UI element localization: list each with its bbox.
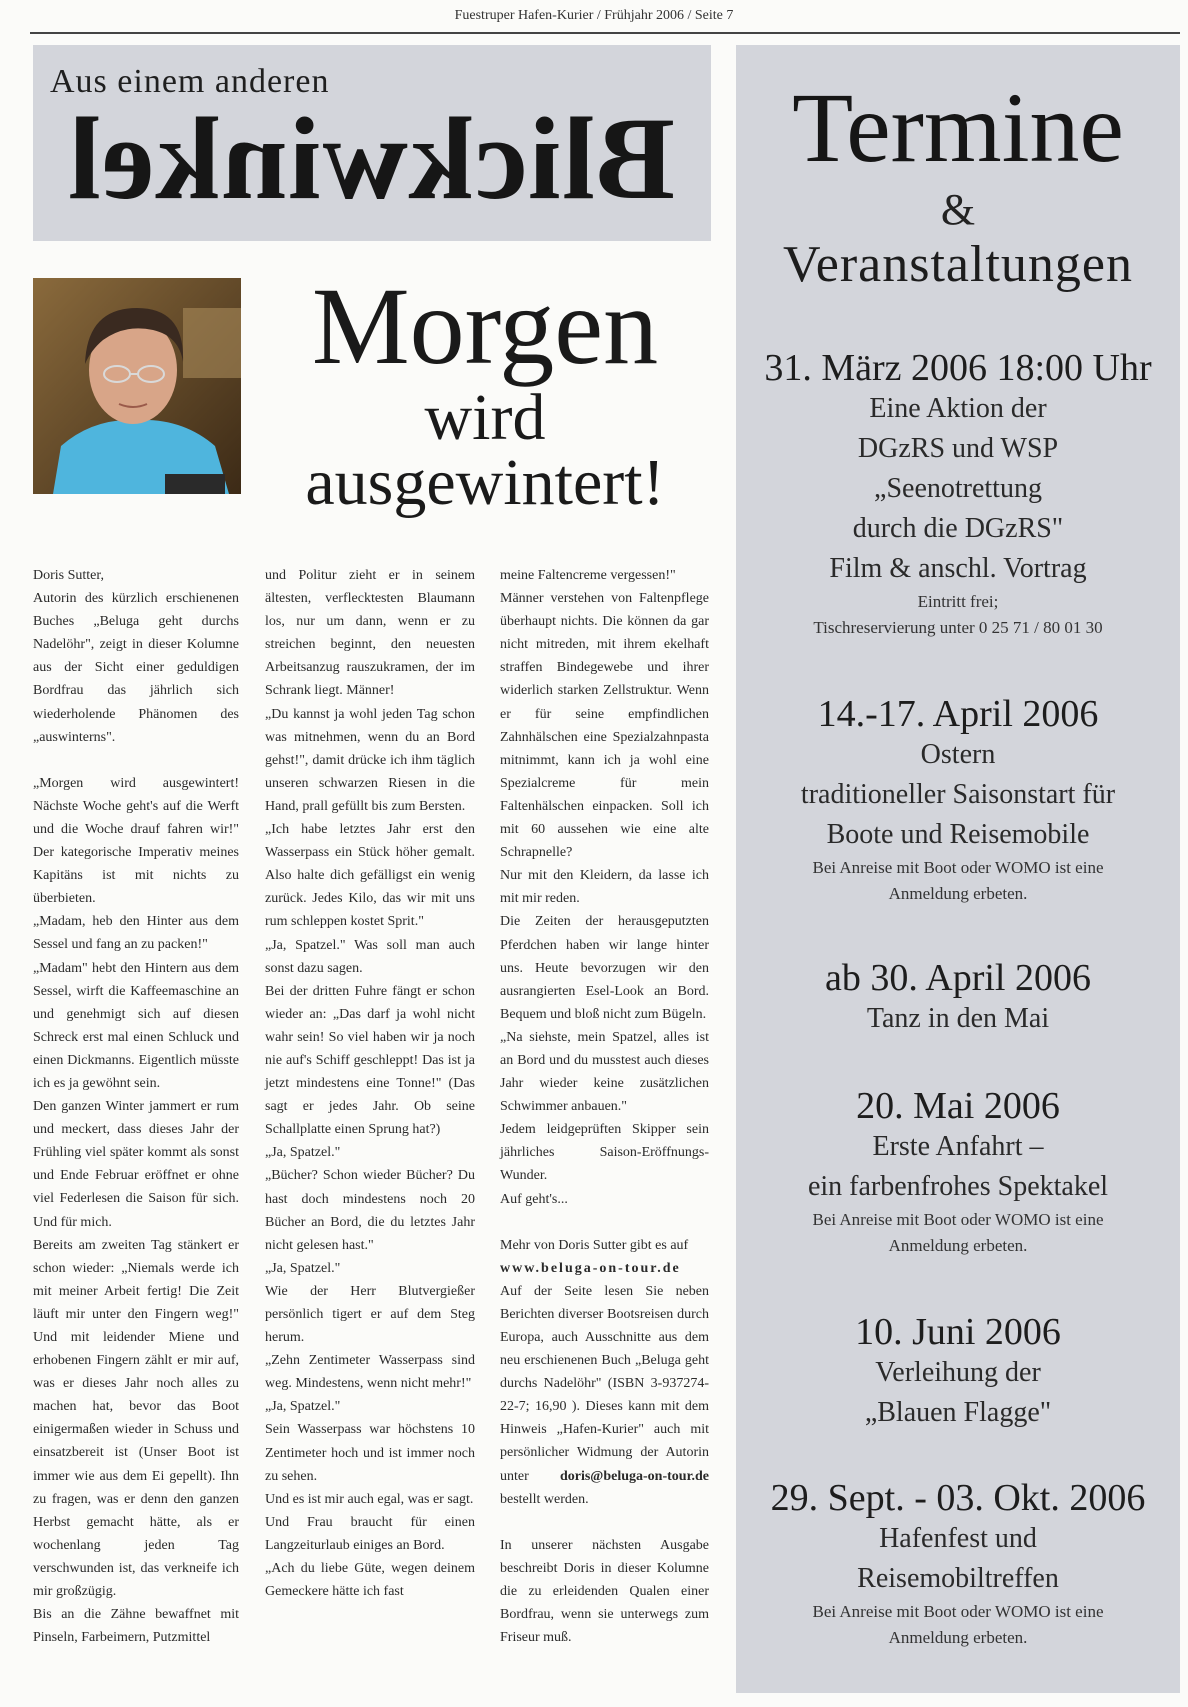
paragraph: Jedem leidgeprüften Skipper sein jährliches Saison-Eröffnungs-Wunder. [500,1122,709,1184]
headline-line-1: Morgen [311,265,659,387]
more-info-text-part-2: bestellt werden. [500,1491,589,1507]
event-line: Hafenfest und [879,1523,1037,1554]
event-line: „Blauen Flagge" [864,1397,1052,1428]
paragraph: „Ich habe letztes Jahr erst den Wasserpass ein Stück höher gemalt. Also halte dich gefälligst ein wenig zurück. Jedes Kilo, das wir mit uns rum schleppen kostet Sprit." [265,822,475,930]
event-line: Film & anschl. Vortrag [829,553,1087,584]
paragraph: „Morgen wird ausgewintert! Nächste Woche geht's auf die Werft und die Woche drauf fahren wir!" Der kategorische Imperativ meines Kapitäns ist mit nichts zu überbieten. [33,775,239,907]
event-line: traditioneller Saisonstart für [800,779,1116,810]
intro-text: Autorin des kürzlich erschienenen Buches „Beluga geht durchs Nadelöhr", zeigt in dieser Kolumne aus der Sicht einer geduldigen Bordfrau das jährlich sich wiederholende Phänomen des „auswinterns". [33,591,239,745]
headline-line-3: ausgewintert! [305,446,665,519]
event-line: DGzRS und WSP [857,433,1059,464]
event-line: Tanz in den Mai [866,1003,1050,1034]
event-2 [736,693,1180,907]
event-date: 10. Juni 2006 [855,1311,1061,1353]
event-note: Bei Anreise mit Boot oder WOMO ist eine [812,1602,1104,1621]
author-portrait-image [33,278,241,494]
event-line: Reisemobiltreffen [857,1563,1059,1594]
event-6 [736,1477,1180,1651]
event-line: Erste Anfahrt – [872,1131,1044,1162]
event-date: 20. Mai 2006 [856,1085,1060,1127]
article-column-3 [500,564,709,1649]
paragraph: „Zehn Zentimeter Wasserpass sind weg. Mindestens, wenn nicht mehr!" [265,1353,475,1392]
article-column-1 [33,564,239,1649]
event-1 [736,347,1180,641]
event-line: Boote und Reisemobile [826,819,1090,850]
event-note: Bei Anreise mit Boot oder WOMO ist eine [812,1210,1104,1229]
article-headline [255,265,715,519]
paragraph: „Du kannst ja wohl jeden Tag schon was mitnehmen, wenn du an Bord gehst!", damit drücke ich ihm täglich unseren schwarzen Riesen in die Hand, prall gefüllt bis zum Bersten. [265,706,475,814]
paragraph: Sein Wasserpass war höchstens 10 Zentimeter hoch und ist immer noch zu sehen. [265,1422,475,1484]
event-note: Anmeldung erbeten. [888,1236,1028,1255]
author-photo [33,278,241,494]
event-line: „Seenotrettung [874,473,1042,504]
event-line: Verleihung der [875,1357,1041,1388]
paragraph: und Politur zieht er in seinem ältesten, verflecktesten Blaumann los, nur um dann, wenn er zu streichen beginnt, den neuesten Arbeitsanzug rauszukramen, der im Schrank liegt. Männer! [265,568,475,699]
sidebar-ampersand: & [940,185,976,234]
event-5 [736,1311,1180,1433]
paragraph: Wie der Herr Blutvergießer persönlich tigert er auf dem Steg herum. [265,1283,475,1346]
event-date: ab 30. April 2006 [825,957,1091,999]
paragraph: Bis an die Zähne bewaffnet mit Pinseln, Farbeimern, Putzmittel [33,1607,239,1646]
paragraph: „Ja, Spatzel." Was soll man auch sonst dazu sagen. [265,937,475,976]
events-sidebar [736,45,1180,1693]
article-column-2 [265,564,475,1603]
event-4 [736,1085,1180,1259]
paragraph: meine Faltencreme vergessen!" [500,568,676,583]
sidebar-subtitle: Veranstaltungen [782,236,1133,293]
more-info-text-part-1: Auf der Seite lesen Sie neben Berichten diverser Bootsreisen durch Europa, auch Ausschnitte aus dem neu erschienenen Buch „Beluga geht durchs Nadelöhr" (ISBN 3-937274-22-7; 16,90 ). Dieses kann mit dem Hinweis „Hafen-Kurier" auch mit persönlicher Widmung der Autorin unter [500,1283,709,1484]
event-date: 14.-17. April 2006 [817,693,1099,735]
event-note: Tischreservierung unter 0 25 71 / 80 01 30 [813,618,1103,637]
paragraph: Männer verstehen von Faltenpflege überhaupt nichts. Die können da gar nicht mitreden, mit ihrem ekelhaft straffen Bindegewebe und ihrer widerlich starken Zellstruktur. Wenn er für seine empfindlichen Zahnhälschen eine Spezialzahnpasta mitnimmt, kann ich ja wohl eine Spezialcreme für mein Faltenhälschen einpacken. Soll ich mit 60 aussehen wie eine alte Schrapnelle? [500,591,709,861]
event-line: Ostern [920,739,996,770]
event-date: 31. März 2006 18:00 Uhr [764,347,1152,389]
paragraph: „Ja, Spatzel." [265,1145,341,1161]
more-info-intro: Mehr von Doris Sutter gibt es auf [500,1237,689,1253]
event-line: durch die DGzRS" [852,513,1064,544]
paragraph: „Madam, heb den Hinter aus dem Sessel und fang an zu packen!" [33,914,239,953]
website-link[interactable]: www.beluga-on-tour.de [500,1260,681,1276]
event-line: ein farbenfrohes Spektakel [807,1171,1109,1202]
event-note: Eintritt frei; [917,592,999,611]
paragraph: Bei der dritten Fuhre fängt er schon wieder an: „Das darf ja wohl nicht wahr sein! So viel haben wir ja noch nie auf's Schiff geschleppt! Das ist ja jetzt mindestens eine Tonne!" (Das sagt er jedes Jahr. Ob seine Schallplatte einen Sprung hat?) [265,983,475,1138]
paragraph: Nur mit den Kleidern, da lasse ich mit mir reden. [500,868,709,907]
paragraph: Auf geht's... [500,1191,568,1207]
intro-author-name: Doris Sutter, [33,568,104,583]
event-3 [736,957,1180,1039]
paragraph: Bereits am zweiten Tag stänkert er schon wieder: „Niemals werde ich mit meiner Arbeit fertig! Die Zeit läuft mir unter den Fingern weg!" Und mit leidender Miene und erhobenen Fingern zählt er mir auf, was er dieses Jahr noch alles zu machen hat, bevor das Boot einigermaßen wieder in Schuss und einsatzbereit ist (Unser Boot ist immer wie aus dem Ei gepellt). Ihn zu fragen, was er denn den ganzen Herbst gemacht hätte, als er wochenlang jeden Tag verschwunden ist, das verkneife ich mir großzügig. [33,1237,239,1600]
paragraph: Die Zeiten der herausgeputzten Pferdchen haben wir lange hinter uns. Heute bevorzugen wir den ausrangierten Esel-Look an Bord. Bequem und bloß nicht zum Bügeln. [500,914,709,1022]
event-note: Anmeldung erbeten. [888,884,1028,903]
paragraph: Den ganzen Winter jammert er rum und meckert, dass dieses Jahr der Frühling viel später kommt als sonst und Ende Februar eröffnet er ohne viel Federlesen die Saison für sich. Und für mich. [33,1099,239,1230]
event-line: Eine Aktion der [869,393,1047,424]
event-note: Bei Anreise mit Boot oder WOMO ist eine [812,858,1104,877]
page-header: Fuestruper Hafen-Kurier / Frühjahr 2006 / Seite 7 [454,8,734,23]
paragraph: „Na siehste, mein Spatzel, alles ist an Bord und du musstest auch dieses Jahr wieder keine zusätzlichen Schwimmer anbauen." [500,1029,709,1115]
paragraph: „Ach du liebe Güte, wegen deinem Gemeckere hätte ich fast [265,1561,475,1600]
sidebar-title: Termine [792,72,1124,183]
headline-line-2: wird [424,381,546,454]
banner-title-mirrored: Blickwinkel [67,93,675,224]
column-banner [33,45,711,241]
next-issue-note: In unserer nächsten Ausgabe beschreibt Doris in dieser Kolumne die zu erleidenden Qualen einer Bordfrau, wenn sie unterwegs zum Friseur muß. [500,1537,709,1646]
email-link[interactable]: doris@beluga-on-tour.de [559,1468,709,1484]
paragraph: Und es ist mir auch egal, was er sagt. [265,1491,474,1507]
banner-subtitle: Aus einem anderen [50,63,330,100]
more-info-text [500,1280,709,1511]
event-date: 29. Sept. - 03. Okt. 2006 [770,1477,1146,1519]
paragraph: „Bücher? Schon wieder Bücher? Du hast doch mindestens noch 20 Bücher an Bord, die du letztes Jahr nicht gelesen hast." [265,1168,475,1253]
paragraph: „Madam" hebt den Hintern aus dem Sessel, wirft die Kaffeemaschine an und genehmigt sich auf diesen Schreck erst mal einen Schluck und einen Dickmanns. Eigentlich müsste ich es ja gewöhnt sein. [33,960,239,1091]
paragraph: „Ja, Spatzel." [265,1399,341,1415]
paragraph: „Ja, Spatzel." [265,1260,341,1276]
event-note: Anmeldung erbeten. [888,1628,1028,1647]
header-rule [30,32,1180,34]
paragraph: Und Frau braucht für einen Langzeiturlaub einiges an Bord. [265,1514,475,1553]
